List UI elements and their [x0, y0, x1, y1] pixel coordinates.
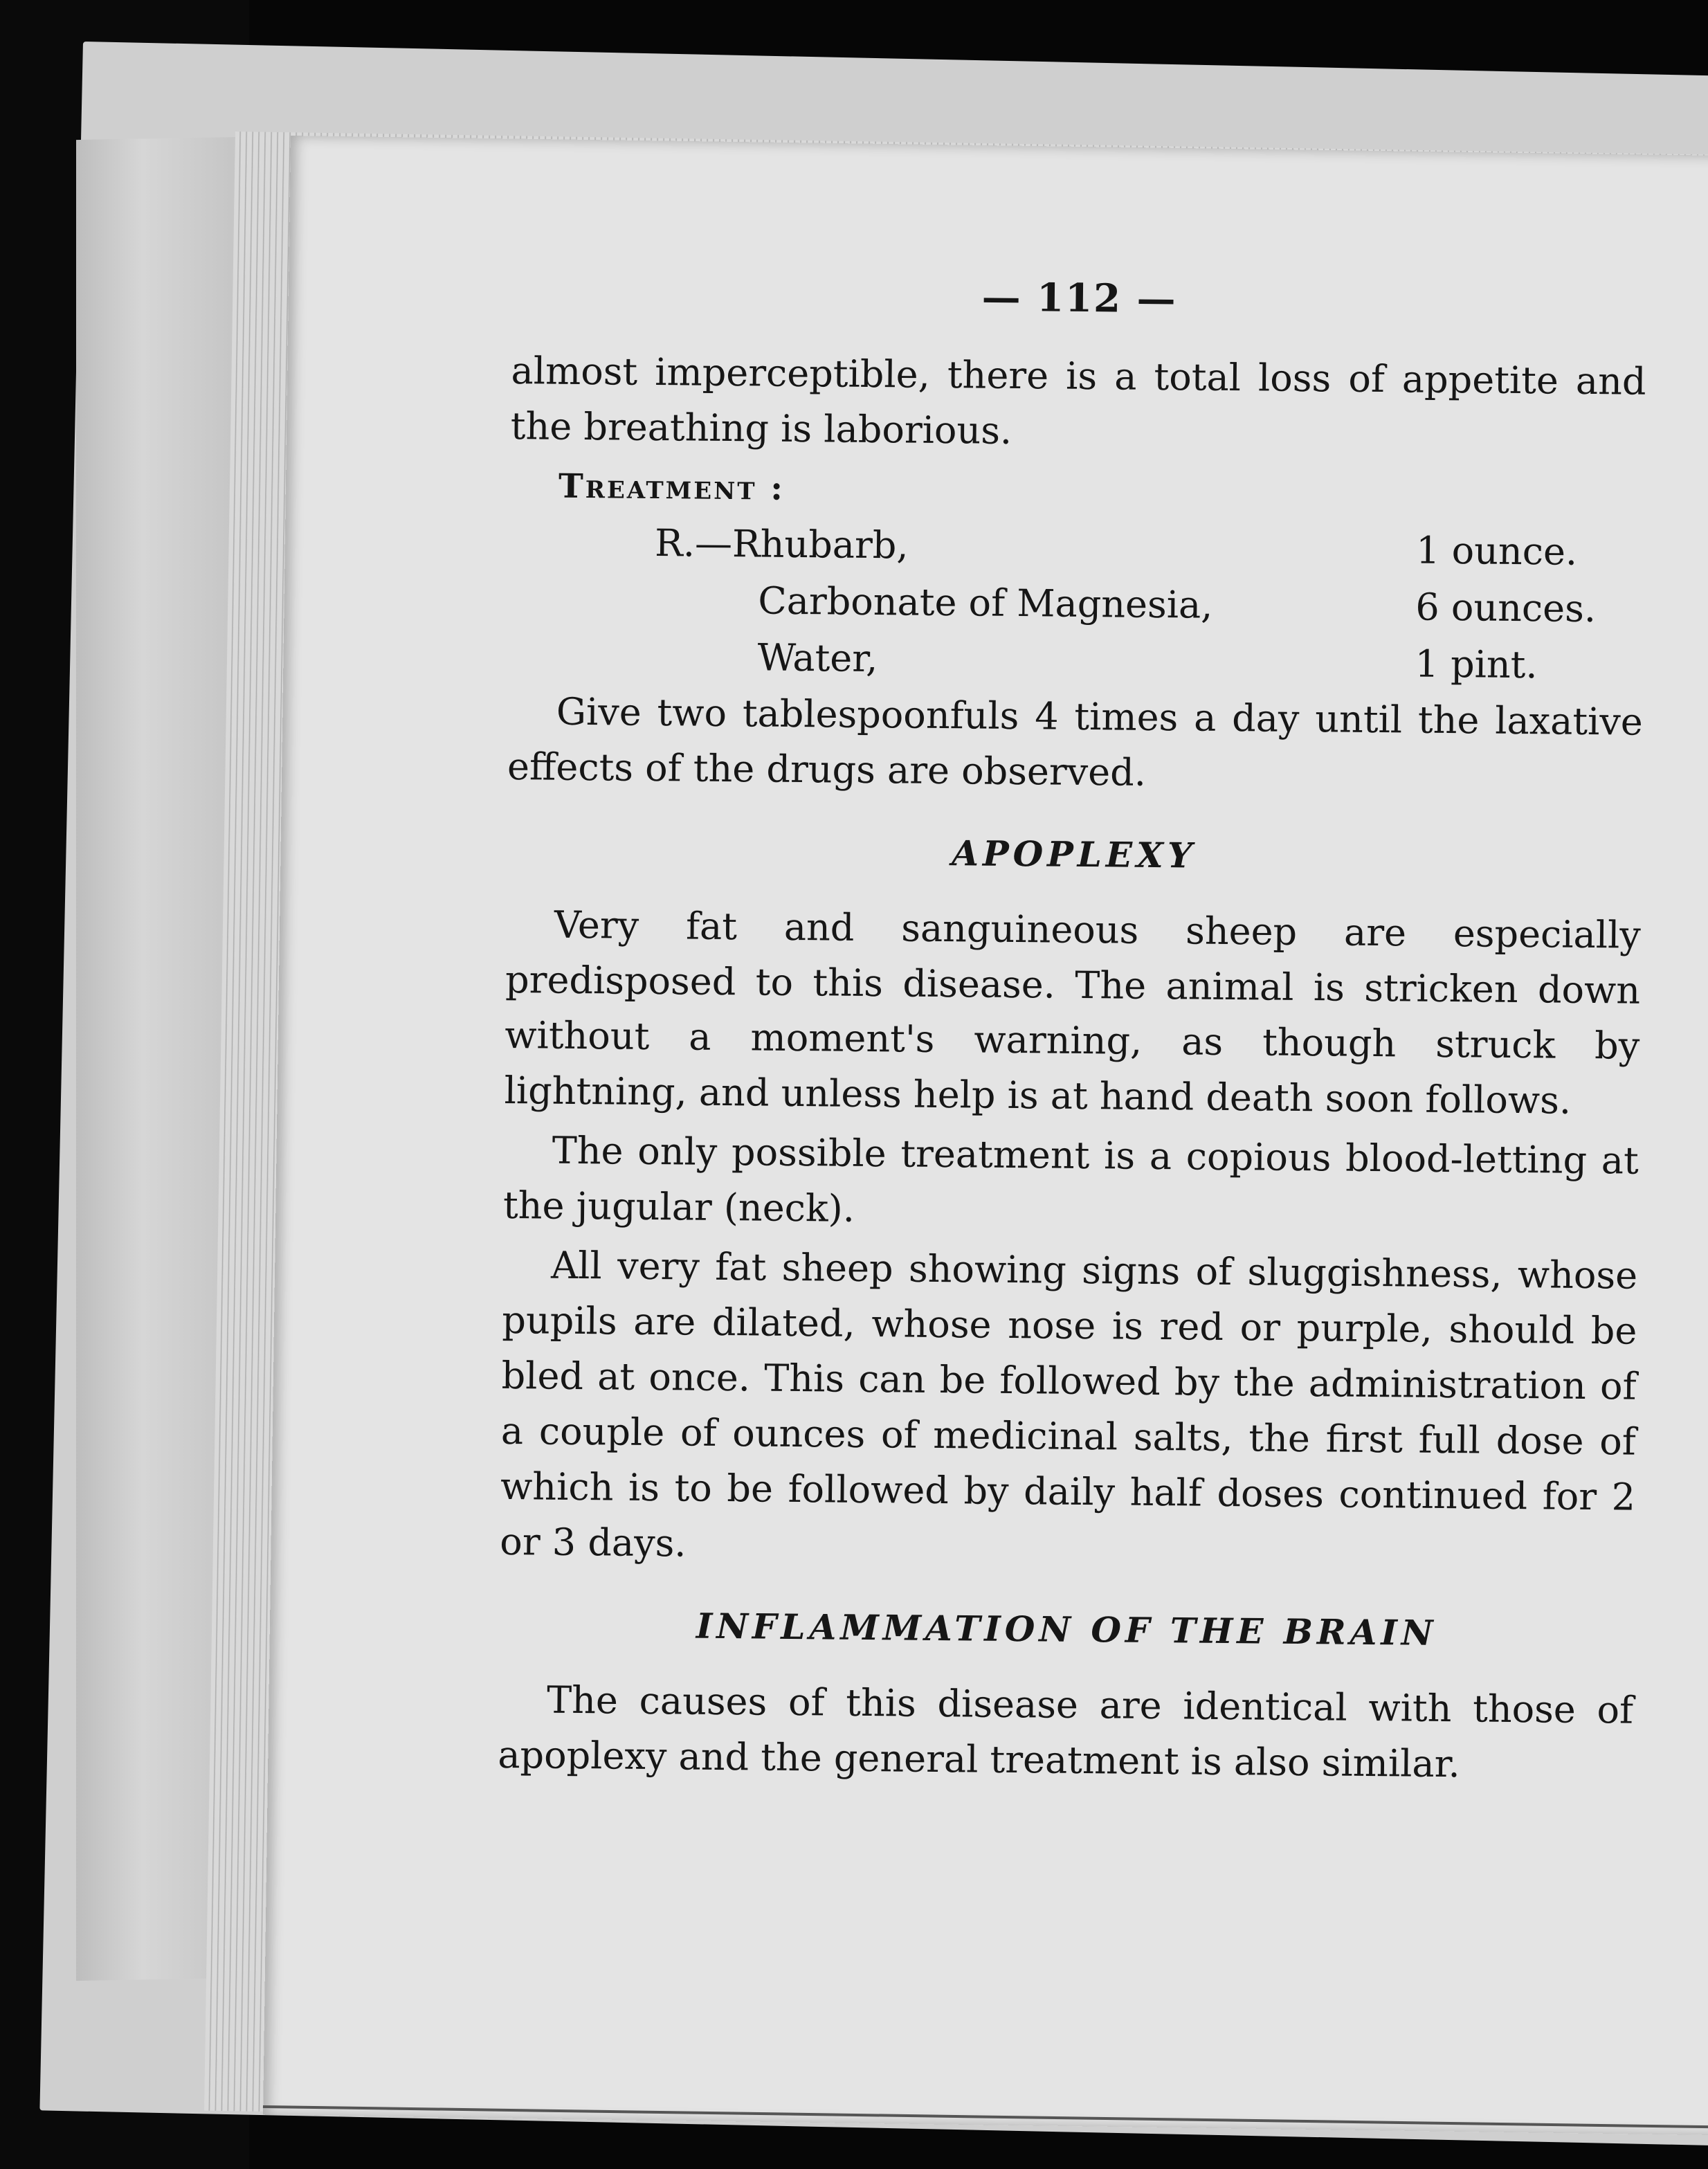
body-paragraph: The causes of this disease are identical with those of apoplexy and the general treatment is also similar.: [498, 1678, 1634, 1786]
prescription-item: R.—Rhubarb,: [654, 520, 909, 568]
prescription-quantity: 1 pint.: [1415, 642, 1538, 687]
body-paragraph: Very fat and sanguineous sheep are especially predisposed to this disease. The animal is stricken down without a moment's warning, as though struck by lightning, and unless help is at hand death soon follows.: [504, 902, 1642, 1123]
prescription-row: [655, 515, 1624, 581]
prescription-item: Carbonate of Magnesia,: [758, 579, 1213, 627]
treatment-label: Treatment :: [558, 466, 785, 508]
dosage-paragraph: Give two tablespoonfuls 4 times a day until the laxative effects of the drugs are observed.: [507, 689, 1644, 795]
continuation-paragraph: almost imperceptible, there is a total loss of appetite and the breathing is laborious.: [510, 348, 1646, 453]
section-heading-inflammation: INFLAMMATION OF THE BRAIN: [696, 1605, 1437, 1653]
prescription-quantity: 6 ounces.: [1415, 585, 1597, 631]
section-heading-apoplexy: APOPLEXY: [952, 833, 1197, 876]
page-text-block: [498, 270, 1647, 1794]
prescription-list: [653, 515, 1624, 694]
prescription-row: [654, 572, 1624, 637]
body-paragraph: All very fat sheep showing signs of sluggishness, whose pupils are dilated, whose nose is red or purple, should be bled at once. This can be followed by the administration of a couple of ounces of medicinal salts, the first full dose of which is to be followed by daily half doses continued for 2 or 3 days.: [500, 1243, 1638, 1566]
prescription-item: Water,: [757, 635, 878, 681]
prescription-row: [653, 628, 1623, 694]
prescription-quantity: 1 ounce.: [1415, 528, 1578, 574]
body-paragraph: The only possible treatment is a copious blood-letting at the jugular (neck).: [502, 1128, 1639, 1231]
page-number: — 112 —: [981, 274, 1177, 323]
